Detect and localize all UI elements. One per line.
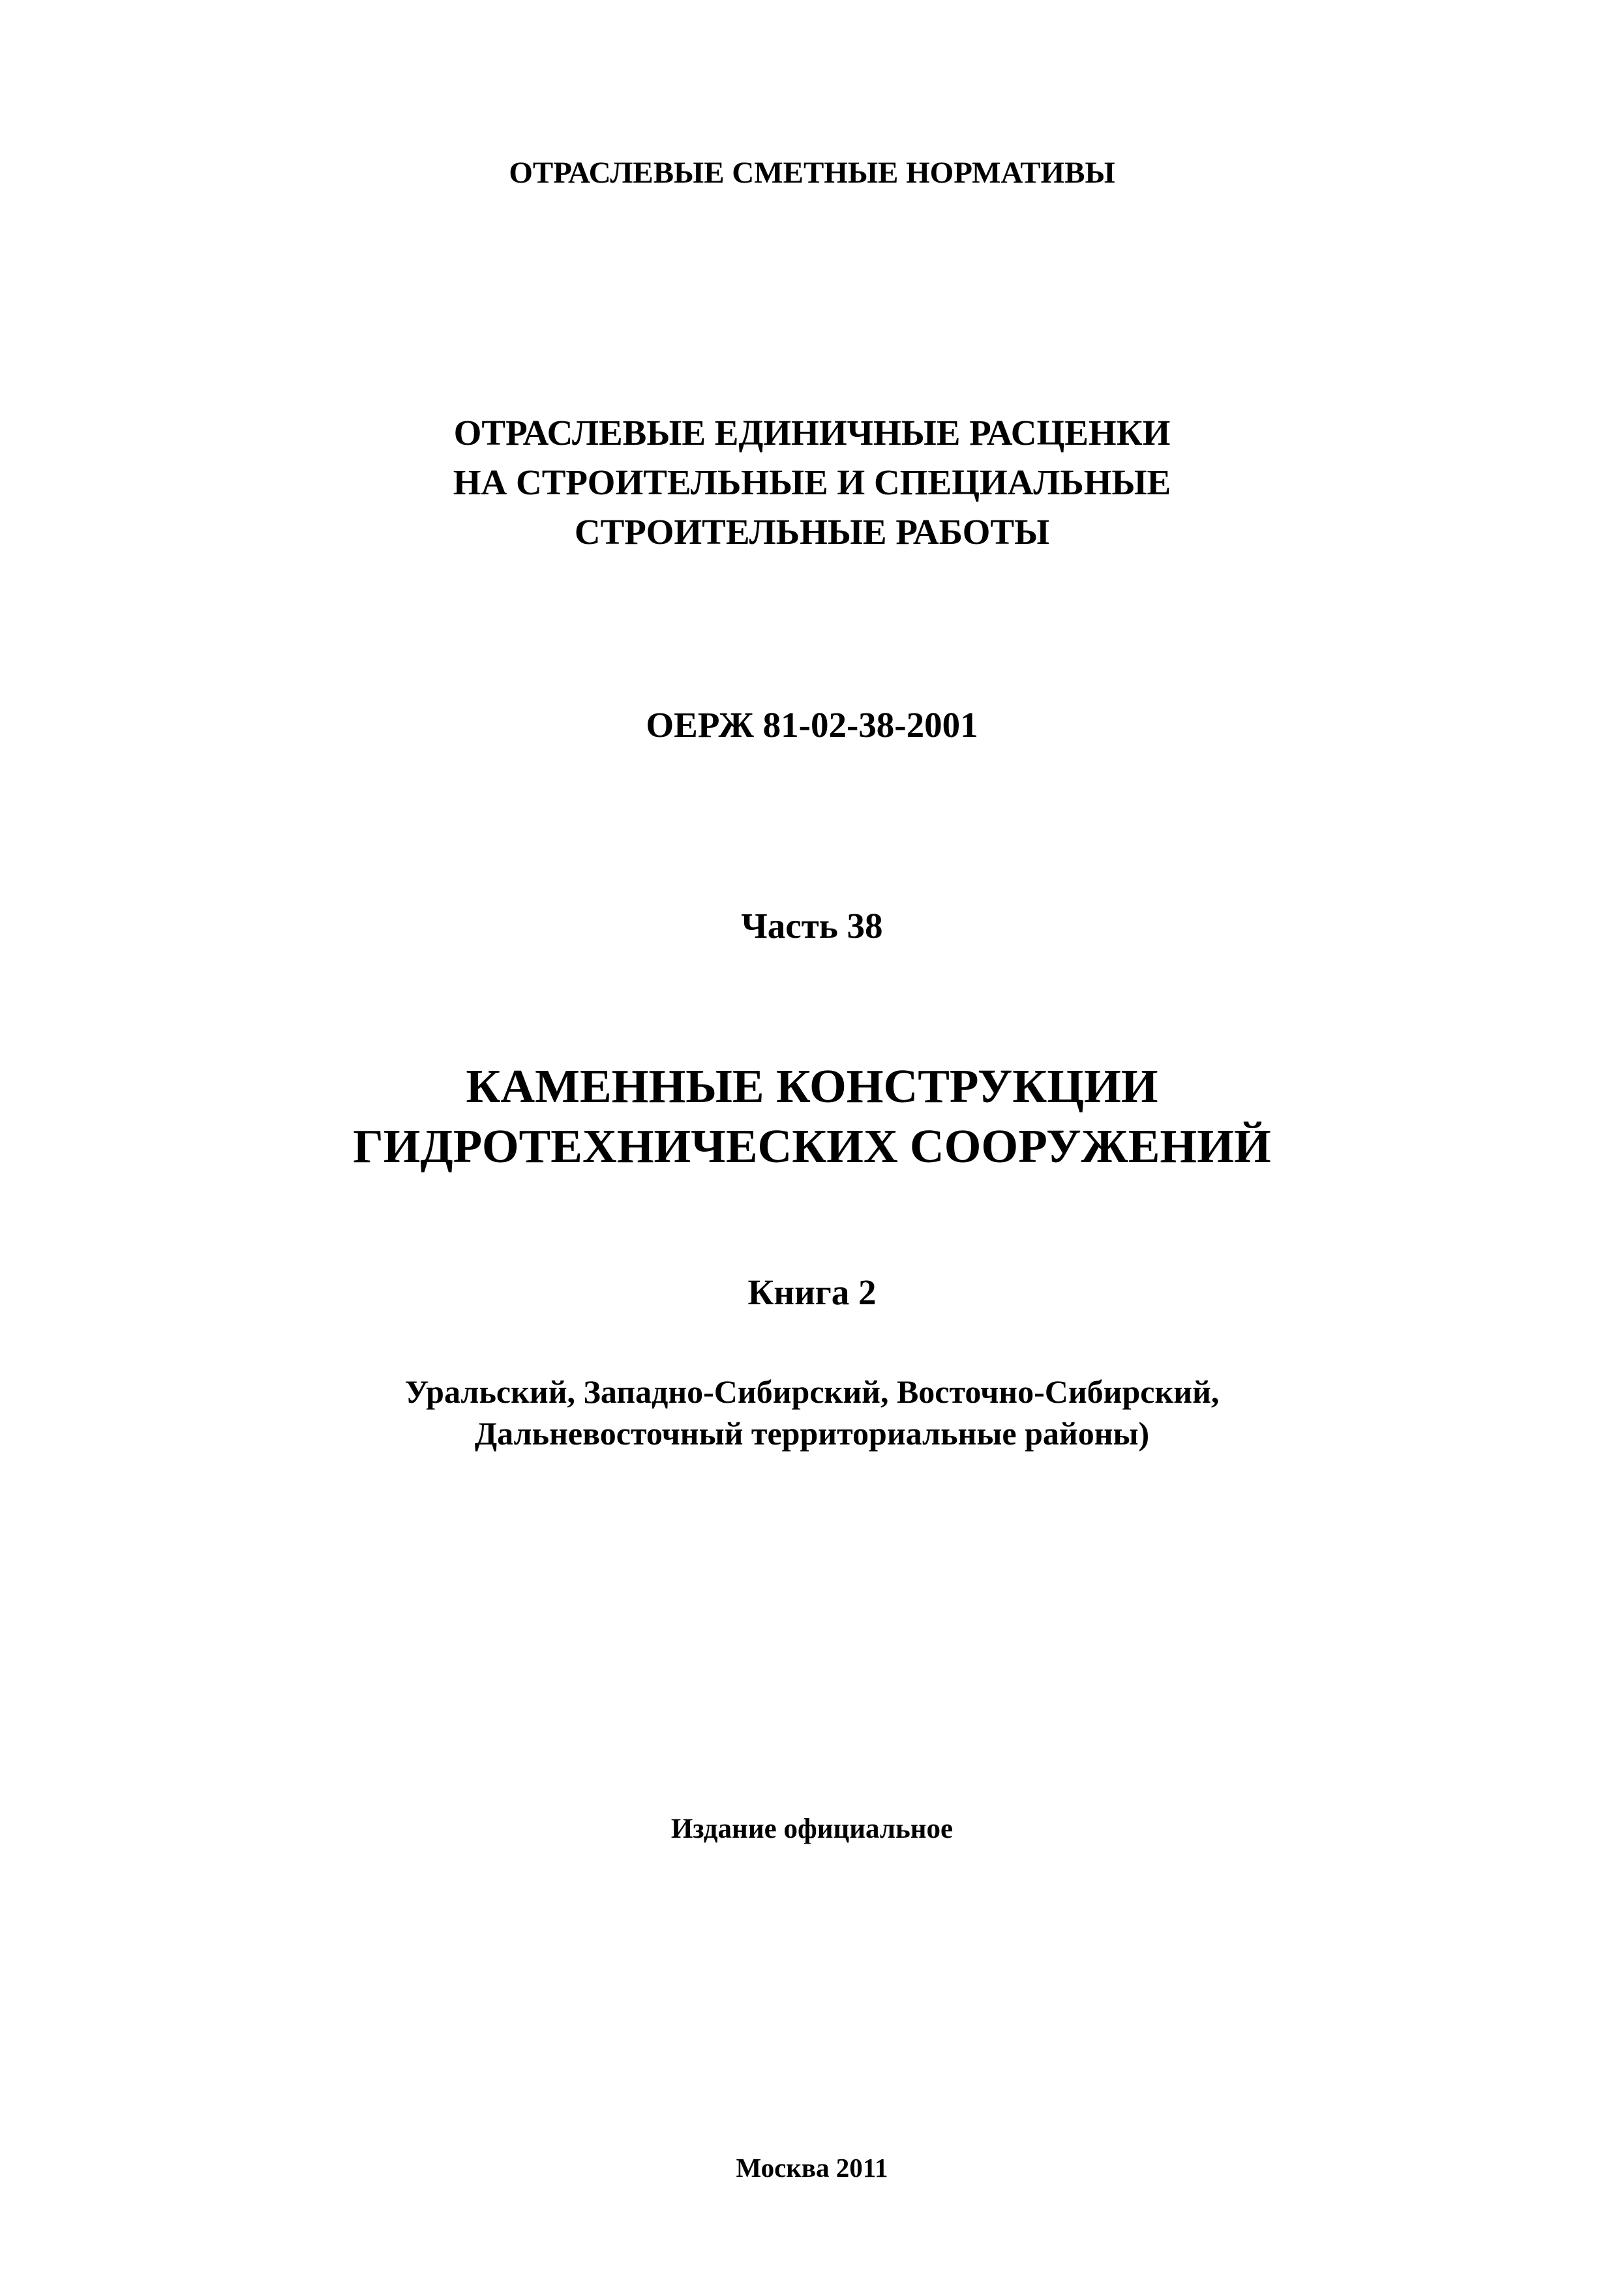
document-code: ОЕРЖ 81-02-38-2001 [646, 705, 978, 745]
place-year: Москва 2011 [736, 2153, 888, 2183]
regions-line-1: Уральский, Западно-Сибирский, Восточно-Сибирский, [404, 1373, 1220, 1410]
subtitle-line-2: ГИДРОТЕХНИЧЕСКИХ СООРУЖЕНИЙ [353, 1120, 1271, 1173]
series-heading: ОТРАСЛЕВЫЕ СМЕТНЫЕ НОРМАТИВЫ [509, 156, 1115, 190]
title-line-3: СТРОИТЕЛЬНЫЕ РАБОТЫ [574, 512, 1050, 552]
book-number: Книга 2 [747, 1272, 877, 1312]
part-number: Часть 38 [741, 906, 883, 946]
subtitle-line-1: КАМЕННЫЕ КОНСТРУКЦИИ [466, 1060, 1158, 1113]
edition-label: Издание официальное [670, 1814, 954, 1844]
title-line-1: ОТРАСЛЕВЫЕ ЕДИНИЧНЫЕ РАСЦЕНКИ [453, 413, 1171, 453]
title-line-2: НА СТРОИТЕЛЬНЫЕ И СПЕЦИАЛЬНЫЕ [453, 462, 1171, 502]
regions-line-2: Дальневосточный территориальные районы) [474, 1415, 1150, 1452]
